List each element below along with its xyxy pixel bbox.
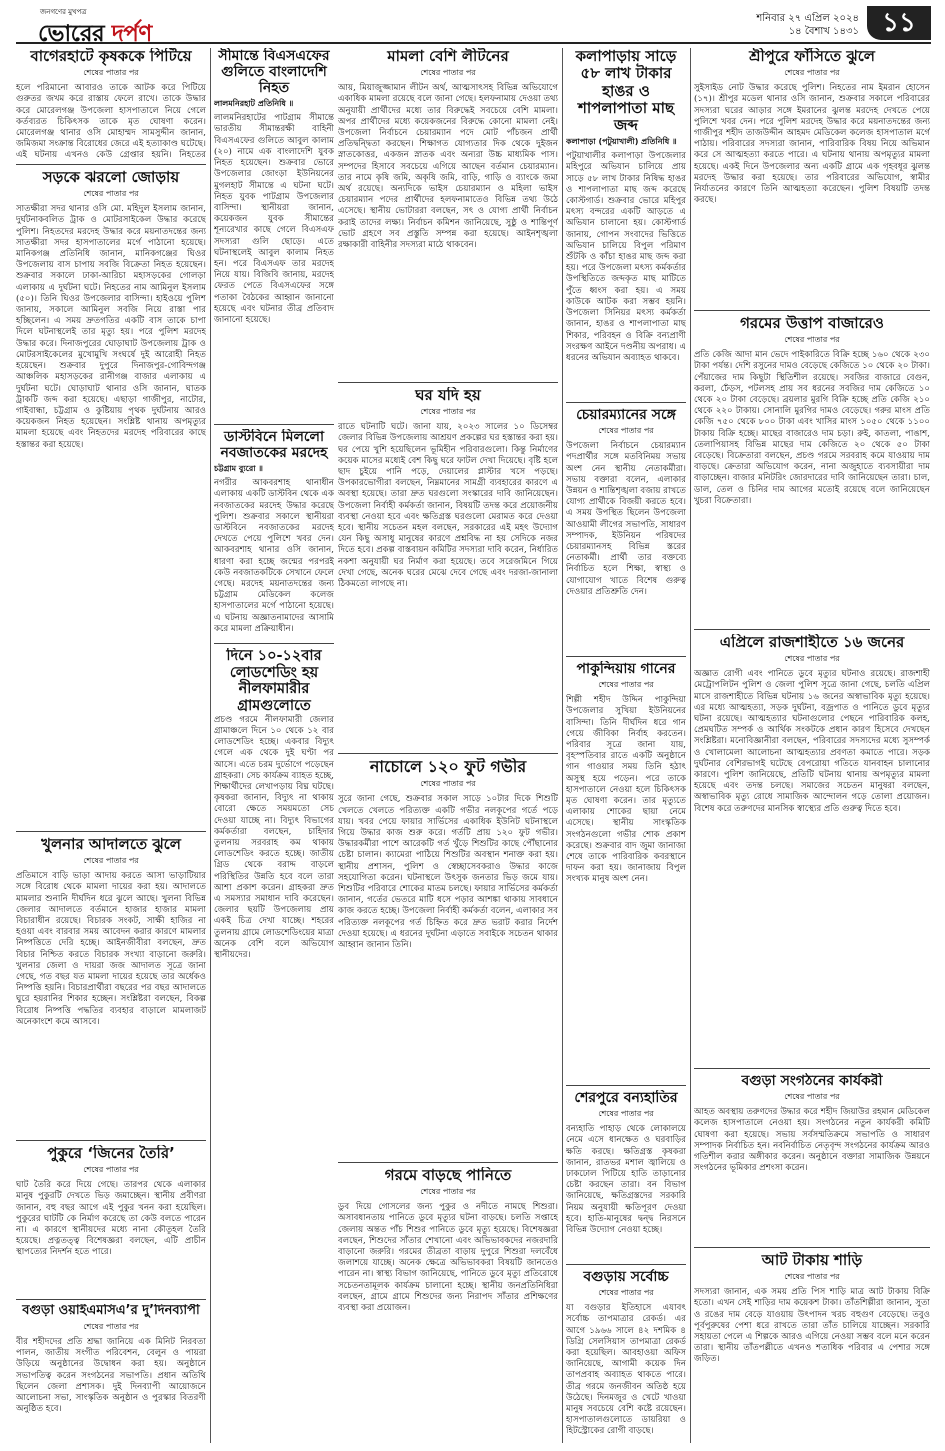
article-pond[interactable]: [16, 1145, 206, 1295]
article-divider: [338, 753, 558, 754]
article-dustbin-newborn[interactable]: [214, 429, 334, 639]
column-divider: [210, 48, 211, 1443]
article-divider: [338, 1162, 558, 1163]
column-2: [214, 48, 334, 1443]
headline[interactable]: পাকুন্দিয়ায় গানের: [576, 661, 676, 677]
headline[interactable]: বগুড়া ওয়াইএমসিএ’র দু’দিনব্যাপী: [22, 1304, 200, 1318]
continued-label: শেষের পাতার পর: [83, 68, 139, 78]
continued-label: শেষের পাতার পর: [784, 1092, 840, 1102]
headline[interactable]: সড়কে ঝরলো জোড়ায়: [42, 169, 180, 186]
article-kalapara-fish[interactable]: [566, 48, 686, 398]
headline[interactable]: বগুড়া সংগঠনের কার্যকরী: [741, 1073, 883, 1089]
headline[interactable]: ডাস্টবিনে মিললো নবজাতকের মরদেহ: [220, 429, 328, 462]
logo-text-part1: ভোরের: [38, 21, 112, 47]
continued-label: শেষের পাতার পর: [83, 856, 139, 866]
continued-label: শেষের পাতার পর: [420, 779, 476, 789]
column-divider: [690, 48, 691, 1443]
article-body: সুইসাইড নোট উদ্ধার করেছে পুলিশ। নিহতের নাম ইমরান হোসেন (১৭)। শ্রীপুর মডেল থানার ওসি জানান, শুক্রবার সকালে পরিবারের সদস্যরা ঘরের আড়ার সঙ্গে ইমরানের ঝুলন্ত মরদেহ দেখতে পেয়ে পুলিশে খবর দেন। পরে পুলিশ মরদেহ উদ্ধার করে ময়নাতদন্তের জন্য গাজীপুর শহীদ তাজউদ্দীন আহমদ মেডিকেল কলেজ হাসপাতাল মর্গে পাঠায়। পরিবারের সদস্যরা জানান, পারিবারিক বিষয় নিয়ে অভিমান করে সে আত্মহত্যা করতে পারে। এ ঘটনায় থানায় অপমৃত্যুর মামলা হয়েছে। একই দিনে উপজেলার অন্য একটি গ্রামে এক গৃহবধূর ঝুলন্ত মরদেহ উদ্ধার করা হয়েছে। তার পরিবারের অভিযোগ, স্বামীর নির্যাতনের কারণে তিনি আত্মহত্যা করেছেন। পুলিশ বিষয়টি তদন্ত করছে।: [694, 83, 930, 206]
article-cases-liton[interactable]: [338, 48, 558, 378]
continued-label: শেষের পাতার পর: [784, 68, 840, 78]
article-sari[interactable]: [694, 1252, 930, 1442]
article-body: সাতক্ষীরা সদর থানার ওসি মো. মহিদুল ইসলাম জানান, দুর্ঘটনাকবলিত ট্রাক ও মোটরসাইকেল উদ্ধার করেছে পুলিশ। নিহতদের মরদেহ উদ্ধার করে ময়নাতদন্তের জন্য সাতক্ষীরা সদর হাসপাতালের মর্গে পাঠানো হয়েছে। মানিকগঞ্জ প্রতিনিধি জানান, মানিকগঞ্জের ঘিওর উপজেলায় বাস চাপায় সবজি বিক্রেতা নিহত হয়েছেন। শুক্রবার সকালে ঢাকা-আরিচা মহাসড়কের গোলড়া এলাকায় এ দুর্ঘটনা ঘটে। নিহতের নাম আমিনুল ইসলাম (৫০)। তিনি ঘিওর উপজেলার বাসিন্দা। হাইওয়ে পুলিশ জানায়, সকালে আমিনুল সবজি নিয়ে রাস্তা পার হচ্ছিলেন। এ সময় দ্রুতগতির একটি বাস তাকে চাপা দিলে ঘটনাস্থলেই তার মৃত্যু হয়। পরে পুলিশ মরদেহ উদ্ধার করে। দিনাজপুরের ঘোড়াঘাট উপজেলায় ট্রাক ও মোটরসাইকেলের মুখোমুখি সংঘর্ষে দুই আরোহী নিহত হয়েছেন। শুক্রবার দুপুরে দিনাজপুর-গোবিন্দগঞ্জ আঞ্চলিক মহাসড়কের রানীগঞ্জ বাজার এলাকায় এ দুর্ঘটনা ঘটে। ঘোড়াঘাট থানার ওসি জানান, ঘাতক ট্রাকটি জব্দ করা হয়েছে। এছাড়া গাজীপুর, নাটোর, গাইবান্ধা, চট্টগ্রাম ও কুষ্টিয়ায় পৃথক দুর্ঘটনায় আরও কয়েকজন নিহত হয়েছেন। সংশ্লিষ্ট থানায় অপমৃত্যুর মামলা হয়েছে এবং নিহতদের মরদেহ পরিবারের কাছে হস্তান্তর করা হয়েছে।: [16, 204, 206, 450]
continued-label: শেষের পাতার পর: [784, 335, 840, 345]
article-divider: [16, 164, 206, 165]
article-body: প্রতি কেজি আদা মান ভেদে পাইকারিতে বিক্রি হচ্ছে ১৬০ থেকে ২৩০ টাকা পর্যন্ত। দেশি রসুনের দামও বেড়েছে কেজিতে ১০ থেকে ২০ টাকা। পেঁয়াজের দাম কিছুটা স্থিতিশীল রয়েছে। সবজির বাজারে বেগুন, করলা, ঢেঁড়স, পটলসহ প্রায় সব ধরনের সবজির দাম কেজিতে ১০ থেকে ২০ টাকা বেড়েছে। ব্রয়লার মুরগি বিক্রি হচ্ছে প্রতি কেজি ২১০ থেকে ২২০ টাকায়। সোনালি মুরগির দামও বেড়েছে। গরুর মাংস প্রতি কেজি ৭৫০ থেকে ৮০০ টাকা এবং খাসির মাংস ১০৫০ থেকে ১১০০ টাকায় বিক্রি হচ্ছে। মাছের বাজারেও দাম চড়া। রুই, কাতলা, পাঙাশ, তেলাপিয়াসহ বিভিন্ন মাছের দাম কেজিতে ২০ থেকে ৫০ টাকা বেড়েছে। বিক্রেতারা বলছেন, প্রচণ্ড গরমে সরবরাহ কমে যাওয়ায় দাম বাড়ছে। ক্রেতারা অভিযোগ করেন, নানা অজুহাতে ব্যবসায়ীরা দাম বাড়াচ্ছেন। বাজার মনিটরিং জোরদারের দাবি জানিয়েছেন তারা। চাল, ডাল, তেল ও চিনির দাম আগের মতোই রয়েছে বলে জানিয়েছেন খুচরা বিক্রেতারা।: [694, 350, 930, 506]
masthead-tagline: জনগণের মুখপত্র: [40, 8, 87, 16]
page-number: ১১: [867, 6, 931, 40]
article-divider: [566, 1085, 686, 1086]
date-bengali: ১৪ বৈশাখ ১৪৩১: [788, 26, 859, 37]
article-body: বন্যহাতি পাহাড় থেকে লোকালয়ে নেমে এসে ধানক্ষেত ও ঘরবাড়ির ক্ষতি করছে। ক্ষতিগ্রস্ত কৃষকরা জানান, রাতভর মশাল জ্বালিয়ে ও ঢাকঢোল পিটিয়ে হাতি তাড়ানোর চেষ্টা করছেন তারা। বন বিভাগ জানিয়েছে, ক্ষতিগ্রস্তদের সরকারি নিয়ম অনুযায়ী ক্ষতিপূরণ দেওয়া হবে। হাতি-মানুষের দ্বন্দ্ব নিরসনে বিভিন্ন উদ্যোগ নেওয়া হচ্ছে।: [566, 1124, 686, 1235]
article-divider: [214, 424, 334, 425]
continued-label: শেষের পাতার পর: [598, 1109, 654, 1119]
article-body: যা বগুড়ার ইতিহাসে এযাবৎ সর্বোচ্চ তাপমাত্রার রেকর্ড। এর আগে ১৯৬৬ সালে ৪২ দশমিক ৪ ডিগ্রি সেলসিয়াস তাপমাত্রা রেকর্ড করা হয়েছিল। আবহাওয়া অফিস জানিয়েছে, আগামী কয়েক দিন তাপপ্রবাহ অব্যাহত থাকতে পারে। তীব্র গরমে জনজীবন অতিষ্ঠ হয়ে উঠেছে। দিনমজুর ও খেটে খাওয়া মানুষ সবচেয়ে বেশি কষ্টে রয়েছেন। হাসপাতালগুলোতে ডায়রিয়া ও হিটস্ট্রোকের রোগী বাড়ছে।: [566, 1303, 686, 1437]
article-khulna-court[interactable]: [16, 836, 206, 1136]
headline[interactable]: কলাপাড়ায় সাড়ে ৫৮ লাখ টাকার হাঙর ও শাপলাপাতা মাছ জব্দ: [575, 48, 677, 134]
article-body: ডুব দিয়ে গোসলের জন্য পুকুর ও নদীতে নামছে শিশুরা। অসাবধানতায় পানিতে ডুবে মৃত্যুর ঘটনা বাড়ছে। চলতি সপ্তাহে জেলায় অন্তত পাঁচ শিশুর পানিতে ডুবে মৃত্যু হয়েছে। বিশেষজ্ঞরা বলছেন, শিশুদের সাঁতার শেখানো এবং অভিভাবকদের নজরদারি বাড়ানো জরুরি। গরমের তীব্রতা বাড়ায় দুপুরে শিশুরা দলবেঁধে জলাশয়ে যাচ্ছে। অনেক ক্ষেত্রে অভিভাবকরা বিষয়টি জানতেও পারেন না। স্বাস্থ্য বিভাগ জানিয়েছে, পানিতে ডুবে মৃত্যু প্রতিরোধে সচেতনতামূলক কার্যক্রম চালানো হচ্ছে। স্থানীয় জনপ্রতিনিধিরা বলছেন, গ্রামে গ্রামে শিশুদের জন্য নিরাপদ সাঁতার প্রশিক্ষণের ব্যবস্থা করা প্রয়োজন।: [338, 1202, 558, 1314]
article-body: লালমনিরহাটের পাটগ্রাম সীমান্তে ভারতীয় সীমান্তরক্ষী বাহিনী বিএসএফের গুলিতে আবুল কালাম (২০) নামে এক বাংলাদেশি যুবক নিহত হয়েছেন। শুক্রবার ভোরে উপজেলার জোংড়া ইউনিয়নের মুগলহাট সীমান্তে এ ঘটনা ঘটে। নিহত যুবক পাটগ্রাম উপজেলার বাসিন্দা। স্থানীয়রা জানান, কয়েকজন যুবক সীমান্তের শূন্যরেখার কাছে গেলে বিএসএফ সদস্যরা গুলি ছোড়ে। এতে ঘটনাস্থলেই আবুল কালাম নিহত হন। পরে বিএসএফ তার মরদেহ নিয়ে যায়। বিজিবি জানায়, মরদেহ ফেরত পেতে বিএসএফের সঙ্গে পতাকা বৈঠকের আহ্বান জানানো হয়েছে এবং ঘটনার তীব্র প্রতিবাদ জানানো হয়েছে।: [214, 113, 334, 325]
article-body: পটুয়াখালীর কলাপাড়া উপজেলার মহিপুরে অভিযান চালিয়ে প্রায় সাড়ে ৫৮ লাখ টাকার নিষিদ্ধ হাঙর ও শাপলাপাতা মাছ জব্দ করেছে কোস্টগার্ড। শুক্রবার ভোরে মহিপুর মৎস্য বন্দরের একটি আড়তে এ অভিযান চালানো হয়। কোস্টগার্ড জানায়, গোপন সংবাদের ভিত্তিতে অভিযান চালিয়ে বিপুল পরিমাণ শুঁটকি ও কাঁচা হাঙর মাছ জব্দ করা হয়। পরে উপজেলা মৎস্য কর্মকর্তার উপস্থিতিতে জব্দকৃত মাছ মাটিতে পুঁতে ধ্বংস করা হয়। এ সময় কাউকে আটক করা সম্ভব হয়নি। উপজেলা সিনিয়র মৎস্য কর্মকর্তা জানান, হাঙর ও শাপলাপাতা মাছ শিকার, পরিবহন ও বিক্রি বন্যপ্রাণী সংরক্ষণ আইনে দণ্ডনীয় অপরাধ। এ ধরনের অভিযান অব্যাহত থাকবে।: [566, 151, 686, 363]
continued-label: শেষের পাতার পর: [784, 1272, 840, 1282]
continued-label: শেষের পাতার পর: [83, 189, 139, 199]
headline[interactable]: বাগেরহাটে কৃষককে পিটিয়ে: [30, 48, 192, 65]
article-market-heat[interactable]: [694, 315, 930, 625]
article-divider: [566, 402, 686, 403]
article-body: শিল্পী শহীদ উদ্দিন পাকুন্দিয়া উপজেলার সুখিয়া ইউনিয়নের বাসিন্দা। তিনি দীর্ঘদিন ধরে গান গেয়ে জীবিকা নির্বাহ করতেন। পরিবার সূত্রে জানা যায়, বৃহস্পতিবার রাতে একটি অনুষ্ঠানে গান গাওয়ার সময় তিনি হঠাৎ অসুস্থ হয়ে পড়েন। পরে তাকে হাসপাতালে নেওয়া হলে চিকিৎসক মৃত ঘোষণা করেন। তার মৃত্যুতে এলাকায় শোকের ছায়া নেমে এসেছে। স্থানীয় সাংস্কৃতিক সংগঠনগুলো গভীর শোক প্রকাশ করেছে। শুক্রবার বাদ জুমা জানাজা শেষে তাকে পারিবারিক কবরস্থানে দাফন করা হয়। জানাজায় বিপুল সংখ্যক মানুষ অংশ নেন।: [566, 695, 686, 885]
article-divider: [694, 1247, 930, 1248]
column-divider: [562, 48, 563, 1443]
article-divider: [694, 1068, 930, 1069]
headline[interactable]: মামলা বেশি লীটনের: [387, 48, 509, 65]
article-divider: [694, 629, 930, 630]
headline[interactable]: দিনে ১০-১২বার লোডশেডিং হয় নীলফামারীর গ্রামগুলোতে: [226, 648, 322, 715]
continued-label: শেষের পাতার পর: [784, 654, 840, 664]
article-pakundia-singer[interactable]: [566, 661, 686, 1081]
headline[interactable]: নাচোলে ১২০ ফুট গভীর: [369, 758, 527, 776]
byline: কলাপাড়া (পটুয়াখালী) প্রতিনিধি ॥: [566, 137, 677, 147]
column-3: [338, 48, 558, 1443]
article-nachol-well[interactable]: [338, 758, 558, 1158]
continued-label: শেষের পাতার পর: [420, 407, 476, 417]
article-body: সদস্যরা জানান, এক সময় প্রতি পিস শাড়ি মাত্র আট টাকায় বিক্রি হতো। এখন সেই শাড়ির দাম কয়েকশ টাকা। তাঁতশিল্পীরা জানান, সুতা ও রঙের দাম বেড়ে যাওয়ায় উৎপাদন খরচ বহুগুণ বেড়েছে। তবুও পূর্বপুরুষের পেশা ধরে রাখতে তারা তাঁত চালিয়ে যাচ্ছেন। সরকারি সহায়তা পেলে এ শিল্পকে আরও এগিয়ে নেওয়া সম্ভব বলে মনে করেন তারা। স্থানীয় তাঁতপল্লীতে এখনও শতাধিক পরিবার এ পেশার সঙ্গে জড়িত।: [694, 1287, 930, 1365]
continued-label: শেষের পাতার পর: [598, 1288, 654, 1298]
article-divider: [566, 1264, 686, 1265]
article-divider: [16, 831, 206, 832]
article-divider: [214, 643, 334, 644]
article-border-killing[interactable]: [214, 48, 334, 420]
continued-label: শেষের পাতার পর: [83, 1165, 139, 1175]
headline[interactable]: গরমে বাড়ছে পানিতে: [384, 1167, 512, 1184]
article-sherpur-elephant[interactable]: [566, 1090, 686, 1260]
headline[interactable]: এপ্রিলে রাজশাহীতে ১৬ জনের: [719, 634, 905, 651]
continued-label: শেষের পাতার পর: [420, 68, 476, 78]
headline[interactable]: শেরপুরে বন্যহাতির: [574, 1090, 678, 1106]
article-divider: [694, 310, 930, 311]
article-chairman[interactable]: [566, 407, 686, 652]
headline[interactable]: বগুড়ায় সর্বোচ্চ: [583, 1269, 669, 1285]
headline[interactable]: খুলনার আদালতে ঝুলে: [41, 836, 181, 853]
byline: চট্টগ্রাম ব্যুরো ॥: [214, 464, 263, 474]
article-body: হলে পরিমানো আবারও তাকে আটক করে পিটিয়ে গুরুতর জখম করে রাস্তায় ফেলে রাখে। তাকে উদ্ধার করে মোরেলগঞ্জ উপজেলা হাসপাতালে নিয়ে গেলে কর্তব্যরত চিকিৎসক তাকে মৃত ঘোষণা করেন। মোরেলগঞ্জ থানার ওসি মোহাম্মদ সামসুদ্দীন জানান, জমিজমা সংক্রান্ত বিরোধের জেরে এই হত্যাকাণ্ড ঘটেছে। এই ঘটনায় এখনও কেউ গ্রেপ্তার হয়নি। নিহতের: [16, 83, 206, 160]
article-divider: [338, 382, 558, 383]
column-4: [566, 48, 686, 1443]
date-gregorian: শনিবার ২৭ এপ্রিল ২০২৪: [756, 13, 859, 24]
article-body: উপজেলা নির্বাচনে চেয়ারম্যান পদপ্রার্থীর সঙ্গে মতবিনিময় সভায় অংশ নেন স্থানীয় নেতাকর্মীরা। সভায় বক্তারা বলেন, এলাকার উন্নয়ন ও শান্তিশৃঙ্খলা বজায় রাখতে যোগ্য প্রার্থীকে বিজয়ী করতে হবে। এ সময় উপস্থিত ছিলেন উপজেলা আওয়ামী লীগের সভাপতি, সাধারণ সম্পাদক, ইউনিয়ন পরিষদের চেয়ারম্যানসহ বিভিন্ন স্তরের নেতাকর্মী। প্রার্থী তার বক্তব্যে নির্বাচিত হলে শিক্ষা, স্বাস্থ্য ও যোগাযোগ খাতে বিশেষ গুরুত্ব দেওয়ার প্রতিশ্রুতি দেন।: [566, 441, 686, 597]
article-body: ঘাট তৈরি করে দিয়ে গেছে। তারপর থেকে এলাকার মানুষ পুকুরটি দেখতে ভিড় জমাচ্ছেন। স্থানীয় প্রবীণরা জানান, বহু বছর আগে এই পুকুর খনন করা হয়েছিল। পুকুরের ঘাটটি কে নির্মাণ করেছে তা কেউ বলতে পারেন না। এ কারণে স্থানীয়দের মধ্যে নানা কৌতূহল তৈরি হয়েছে। প্রত্নতত্ত্ব বিশেষজ্ঞরা বলছেন, এটি প্রাচীন স্থাপত্যের নিদর্শন হতে পারে।: [16, 1180, 206, 1258]
article-drowning[interactable]: [338, 1167, 558, 1437]
logo-text-part2: দর্পণ: [111, 21, 152, 47]
continued-label: শেষের পাতার পর: [598, 426, 654, 436]
headline[interactable]: চেয়ারম্যানের সঙ্গে: [576, 407, 676, 423]
article-divider: [16, 1140, 206, 1141]
article-body: রাতে ঘটনাটি ঘটে। জানা যায়, ২০২৩ সালের ১০ ডিসেম্বর জেলার বিভিন্ন উপজেলায় আশ্রয়ণ প্রকল্পের ঘর হস্তান্তর করা হয়। ঘর পেয়ে খুশি হয়েছিলেন ভূমিহীন পরিবারগুলো। কিন্তু নির্মাণের কয়েক মাসের মধ্যেই বেশ কিছু ঘরে ফাটল দেখা দিয়েছে। বৃষ্টি হলে ছাদ চুইয়ে পানি পড়ে, দেয়ালের প্লাস্টার খসে পড়ছে। উপকারভোগীরা বলছেন, নিম্নমানের সামগ্রী ব্যবহারের কারণে এ অবস্থা হয়েছে। তারা দ্রুত ঘরগুলো সংস্কারের দাবি জানিয়েছেন। উপজেলা নির্বাহী কর্মকর্তা জানান, বিষয়টি তদন্ত করে প্রয়োজনীয় ব্যবস্থা নেওয়া হবে এবং ক্ষতিগ্রস্ত ঘরগুলো মেরামত করে দেওয়া হবে। স্থানীয় সচেতন মহল বলছেন, সরকারের এই মহৎ উদ্যোগ যেন কিছু অসাধু মানুষের কারণে প্রশ্নবিদ্ধ না হয় সেদিকে নজর দিতে হবে। প্রকল্প বাস্তবায়ন কমিটির সদস্যরা দাবি করেন, নির্ধারিত নকশা অনুযায়ী ঘর নির্মাণ করা হয়েছে। তবে সরেজমিনে গিয়ে দেখা গেছে, অনেক ঘরের মেঝে দেবে গেছে এবং দরজা-জানালা ঠিকমতো লাগছে না।: [338, 422, 558, 590]
column-1: [16, 48, 206, 1443]
column-5: [694, 48, 930, 1443]
byline: লালমনিরহাট প্রতিনিধি ॥: [214, 99, 294, 109]
article-road-accident[interactable]: [16, 169, 206, 827]
headline[interactable]: সীমান্তে বিএসএফের গুলিতে বাংলাদেশি নিহত: [218, 48, 330, 97]
headline[interactable]: গরমের উত্তাপ বাজারেও: [740, 315, 884, 332]
article-body: আয়, মিয়াজুজ্জামান লীটন অর্থ, আত্মসাৎসহ বিভিন্ন অভিযোগে একাধিক মামলা রয়েছে বলে জানা গেছে। হলফনামায় দেওয়া তথ্য অনুযায়ী প্রার্থীদের মধ্যে তার বিরুদ্ধেই সবচেয়ে বেশি মামলা। অপর প্রার্থীদের মধ্যে কয়েকজনের বিরুদ্ধে কোনো মামলা নেই। উপজেলা নির্বাচনে চেয়ারম্যান পদে মোট পাঁচজন প্রার্থী প্রতিদ্বন্দ্বিতা করছেন। শিক্ষাগত যোগ্যতার দিক থেকে দুইজন স্নাতকোত্তর, একজন স্নাতক এবং অন্যরা উচ্চ মাধ্যমিক পাস। সম্পদের হিসাবে সবচেয়ে এগিয়ে আছেন বর্তমান চেয়ারম্যান। তার নামে কৃষি জমি, অকৃষি জমি, বাড়ি, গাড়ি ও ব্যাংকে জমা অর্থ রয়েছে। অন্যদিকে ভাইস চেয়ারম্যান ও মহিলা ভাইস চেয়ারম্যান পদের প্রার্থীদের হলফনামাতেও বিভিন্ন তথ্য উঠে এসেছে। স্থানীয় ভোটাররা বলছেন, সৎ ও যোগ্য প্রার্থী নির্বাচন করাই তাদের লক্ষ্য। নির্বাচন কমিশন জানিয়েছে, সুষ্ঠু ও শান্তিপূর্ণ ভোট গ্রহণে সব প্রস্তুতি সম্পন্ন করা হয়েছে। আইনশৃঙ্খলা রক্ষাকারী বাহিনীর সদস্যরা মাঠে থাকবেন।: [338, 83, 558, 251]
continued-label: শেষের পাতার পর: [420, 1187, 476, 1197]
article-bagerhat[interactable]: [16, 48, 206, 160]
headline[interactable]: আট টাকায় শাড়ি: [761, 1252, 863, 1269]
article-bogura-ywca[interactable]: [16, 1304, 206, 1443]
article-body: বীর শহীদদের প্রতি শ্রদ্ধা জানিয়ে এক মিনিট নিরবতা পালন, জাতীয় সংগীত পরিবেশন, বেলুন ও পায়রা উড়িয়ে অনুষ্ঠানের উদ্বোধন করা হয়। অনুষ্ঠানে সভাপতিত্ব করেন সংগঠনের সভাপতি। প্রধান অতিথি ছিলেন জেলা প্রশাসক। দুই দিনব্যাপী আয়োজনে আলোচনা সভা, সাংস্কৃতিক অনুষ্ঠান ও পুরস্কার বিতরণী অনুষ্ঠিত হবে।: [16, 1336, 206, 1415]
article-body: আহত অবস্থায় তরুণদের উদ্ধার করে শহীদ জিয়াউর রহমান মেডিকেল কলেজ হাসপাতালে নেওয়া হয়। সংগঠনের নতুন কার্যকরী কমিটি ঘোষণা করা হয়েছে। সভায় সর্বসম্মতিক্রমে সভাপতি ও সাধারণ সম্পাদক নির্বাচিত হন। নবনির্বাচিত নেতৃবৃন্দ সংগঠনের কার্যক্রম আরও গতিশীল করার অঙ্গীকার করেন। অনুষ্ঠানে বক্তারা সামাজিক উন্নয়নে সংগঠনের ভূমিকার প্রশংসা করেন।: [694, 1107, 930, 1174]
article-body: নগরীর আকবরশাহ থানাধীন এলাকায় একটি ডাস্টবিন থেকে এক নবজাতকের মরদেহ উদ্ধার করেছে পুলিশ। শুক্রবার সকালে স্থানীয়রা ডাস্টবিনে নবজাতকের মরদেহ দেখতে পেয়ে পুলিশে খবর দেন। আকবরশাহ থানার ওসি জানান, ধারণা করা হচ্ছে জন্মের পরপরই কেউ নবজাতকটিকে সেখানে ফেলে গেছে। মরদেহ ময়নাতদন্তের জন্য চট্টগ্রাম মেডিকেল কলেজ হাসপাতালের মর্গে পাঠানো হয়েছে। এ ঘটনায় অজ্ঞাতনামাদের আসামি করে মামলা প্রক্রিয়াধীন।: [214, 478, 334, 634]
article-sreepur-suicide[interactable]: [694, 48, 930, 306]
article-divider: [566, 656, 686, 657]
article-body: প্রচণ্ড গরমে নীলফামারী জেলার গ্রামাঞ্চলে দিনে ১০ থেকে ১২ বার লোডশেডিং হচ্ছে। একবার বিদ্যুৎ গেলে এক থেকে দুই ঘণ্টা পর আসে। এতে চরম দুর্ভোগে পড়েছেন গ্রাহকরা। সেচ কার্যক্রম ব্যাহত হচ্ছে, শিক্ষার্থীদের লেখাপড়ায় বিঘ্ন ঘটছে। কৃষকরা জানান, বিদ্যুৎ না থাকায় বোরো ক্ষেতে সময়মতো সেচ দেওয়া যাচ্ছে না। বিদ্যুৎ বিভাগের কর্মকর্তারা বলছেন, চাহিদার তুলনায় সরবরাহ কম থাকায় লোডশেডিং করতে হচ্ছে। জাতীয় গ্রিড থেকে বরাদ্দ বাড়লে পরিস্থিতির উন্নতি হবে বলে তারা আশা প্রকাশ করেন। গ্রাহকরা দ্রুত এ সমস্যার সমাধান দাবি করেছেন। জেলার ছয়টি উপজেলায় প্রায় একই চিত্র দেখা যাচ্ছে। শহরের তুলনায় গ্রামে লোডশেডিংয়ের মাত্রা অনেক বেশি বলে অভিযোগ স্থানীয়দের।: [214, 714, 334, 960]
headline[interactable]: ঘর যদি হয়: [415, 387, 481, 404]
article-bogura-organization[interactable]: [694, 1073, 930, 1243]
headline[interactable]: পুকুরে ‘জিনের তৈরি’: [47, 1145, 175, 1162]
article-home[interactable]: [338, 387, 558, 749]
article-body: প্রতিমাসে বাড়ি ভাড়া আদায় করতে আসা ভাড়াটিয়ার সঙ্গে বিরোধ থেকে মামলা দায়ের করা হয়। আদালতে মামলার শুনানি দীর্ঘদিন ধরে ঝুলে আছে। খুলনা বিভিন্ন জেলার আদালতে বর্তমানে হাজার হাজার মামলা বিচারাধীন রয়েছে। বিচারক সংকট, সাক্ষী হাজির না হওয়া এবং বারবার সময় আবেদন করার কারণে মামলার নিষ্পত্তিতে দেরি হচ্ছে। আইনজীবীরা বলছেন, দ্রুত বিচার নিশ্চিত করতে বিচারক সংখ্যা বাড়ানো জরুরি। খুলনার জেলা ও দায়রা জজ আদালত সূত্রে জানা গেছে, গত বছর যত মামলা দায়ের হয়েছে তার অর্ধেকও নিষ্পত্তি হয়নি। বিচারপ্রার্থীরা বছরের পর বছর আদালতে ঘুরে হয়রানির শিকার হচ্ছেন। সংশ্লিষ্টরা বলছেন, বিকল্প বিরোধ নিষ্পত্তি পদ্ধতির ব্যবহার বাড়ালে মামলাজট অনেকাংশে কমে আসবে।: [16, 871, 206, 1027]
masthead: [16, 6, 931, 47]
continued-label: শেষের পাতার পর: [598, 680, 654, 690]
article-bogura-temperature[interactable]: [566, 1269, 686, 1439]
date-block: [756, 12, 859, 38]
article-body: সুরে জানা গেছে, শুক্রবার সকাল সাড়ে ১০টার দিকে শিশুটি খেলতে খেলতে পরিত্যক্ত একটি গভীর নলকূপের গর্তে পড়ে যায়। খবর পেয়ে ফায়ার সার্ভিসের একাধিক ইউনিট ঘটনাস্থলে গিয়ে উদ্ধার কাজ শুরু করে। গর্তটি প্রায় ১২০ ফুট গভীর। উদ্ধারকর্মীরা পাশে আরেকটি গর্ত খুঁড়ে শিশুটির কাছে পৌঁছানোর চেষ্টা চালান। ক্যামেরা পাঠিয়ে শিশুটির অবস্থান শনাক্ত করা হয়। স্থানীয় প্রশাসন, পুলিশ ও স্বেচ্ছাসেবকরাও উদ্ধার কাজে সহযোগিতা করেন। ঘটনাস্থলে উৎসুক জনতার ভিড় জমে যায়। শিশুটির পরিবারে শোকের মাতম চলছে। ফায়ার সার্ভিসের কর্মকর্তা জানান, গর্তের ভেতরে মাটি ধসে পড়ার আশঙ্কা থাকায় সাবধানে কাজ করতে হচ্ছে। উপজেলা নির্বাহী কর্মকর্তা বলেন, এলাকার সব পরিত্যক্ত নলকূপের গর্ত চিহ্নিত করে দ্রুত ভরাট করার নির্দেশ দেওয়া হয়েছে। এ ধরনের দুর্ঘটনা এড়াতে সবাইকে সচেতন থাকার আহ্বান জানান তিনি।: [338, 794, 558, 951]
article-rajshahi-deaths[interactable]: [694, 634, 930, 1064]
article-body: অজ্ঞাত রোগী এবং পানিতে ডুবে মৃত্যুর ঘটনাও রয়েছে। রাজশাহী মেট্রোপলিটন পুলিশ ও জেলা পুলিশ সূত্রে জানা গেছে, চলতি এপ্রিল মাসে রাজশাহীতে বিভিন্ন ঘটনায় ১৬ জনের অস্বাভাবিক মৃত্যু হয়েছে। এর মধ্যে আত্মহত্যা, সড়ক দুর্ঘটনা, বজ্রপাত ও পানিতে ডুবে মৃত্যুর ঘটনা রয়েছে। আত্মহত্যার ঘটনাগুলোর পেছনে পারিবারিক কলহ, প্রেমঘটিত সম্পর্ক ও আর্থিক সংকটকে প্রধান কারণ হিসেবে দেখছেন সংশ্লিষ্টরা। মনোবিজ্ঞানীরা বলছেন, পরিবারের সদস্যদের মধ্যে সুসম্পর্ক ও খোলামেলা আলোচনা আত্মহত্যার প্রবণতা কমাতে পারে। সড়ক দুর্ঘটনার বেশিরভাগই ঘটেছে বেপরোয়া গতিতে যানবাহন চালানোর কারণে। পুলিশ জানিয়েছে, প্রতিটি ঘটনায় থানায় অপমৃত্যুর মামলা হয়েছে এবং তদন্ত চলছে। সমাজের সচেতন মানুষরা বলছেন, অস্বাভাবিক মৃত্যু রোধে সামাজিক আন্দোলন গড়ে তোলা প্রয়োজন। বিশেষ করে তরুণদের মানসিক স্বাস্থ্যের প্রতি গুরুত্ব দিতে হবে।: [694, 669, 930, 814]
continued-label: শেষের পাতার পর: [83, 1321, 139, 1331]
article-divider: [16, 1299, 206, 1300]
article-loadshedding[interactable]: [214, 648, 334, 1438]
headline[interactable]: শ্রীপুরে ফাঁসিতে ঝুলে: [749, 48, 875, 65]
